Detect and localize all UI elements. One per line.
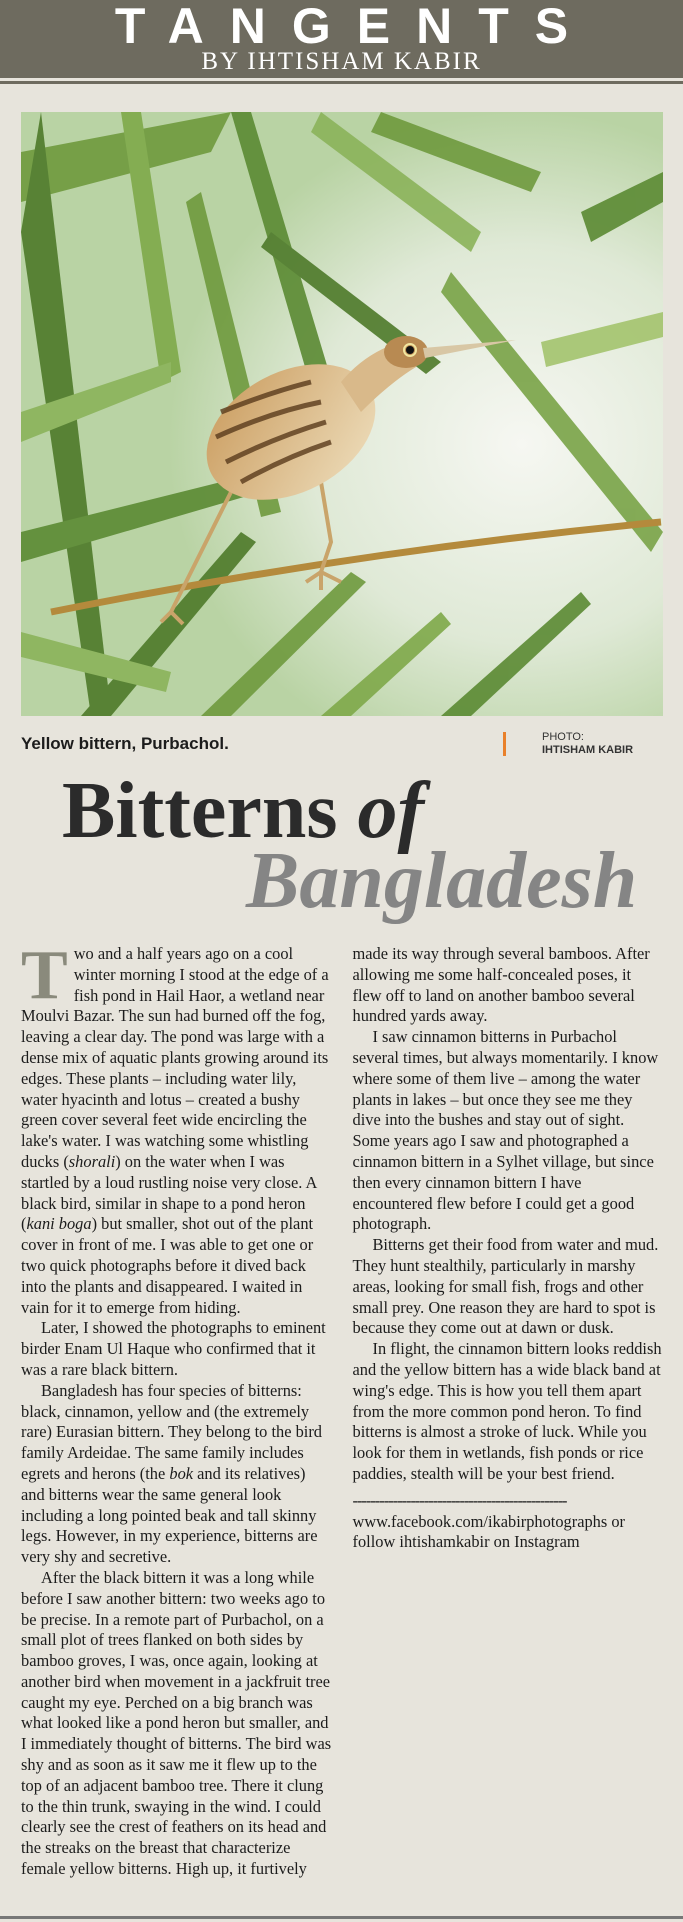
paragraph-text: Bangladesh has four species of bitterns: black, cinnamon, yellow and (the extremely rare) Eurasian bittern. They belong to the bird family Ardeidae. The same family includes egrets and herons (the xyxy=(21,1380,323,1483)
article-body xyxy=(21,937,663,1894)
masthead-title: TANGENTS xyxy=(114,0,595,54)
article-paragraph: Later, I showed the photographs to eminent birder Enam Ul Haque who confirmed that it was a rare black bittern. xyxy=(21,1318,326,1379)
photo-credit xyxy=(542,731,633,757)
drop-cap: T xyxy=(21,937,68,1014)
italic-term: kani boga xyxy=(26,1214,92,1234)
masthead-byline: BY IHTISHAM KABIR xyxy=(201,48,482,75)
headline-word-bitterns: Bitterns xyxy=(62,767,338,855)
italic-term: shorali xyxy=(68,1151,116,1171)
italic-term: bok xyxy=(169,1463,194,1483)
paragraph-text: ) on the water when I was startled by a loud rustling noise very close. A black bird, similar in shape to a pond heron ( xyxy=(21,1151,317,1234)
paragraph-text: ) but smaller, shot out of the plant cover in front of me. I was able to get one or two quick photographs before it dived back into the plants and disappeared. I waited in vain for it to emerge from hiding. xyxy=(21,1214,314,1317)
headline-word-of: of xyxy=(357,767,425,855)
masthead-rule xyxy=(0,81,683,84)
footer-rule xyxy=(0,1916,683,1919)
photo-credit-label: PHOTO: xyxy=(542,731,584,743)
article-paragraph xyxy=(21,1381,332,1568)
bittern-photo-illustration xyxy=(21,112,663,716)
paragraph-text: and its relatives) and bitterns wear the same general look including a long pointed beak and tall skinny legs. However, in my experience, bitterns are very shy and secretive. xyxy=(21,1463,318,1567)
masthead xyxy=(0,0,683,78)
social-link[interactable]: www.facebook.com/ikabirphotographs or follow ihtishamkabir on Instagram xyxy=(352,1511,625,1552)
article-paragraph xyxy=(21,937,332,1318)
photo-caption: Yellow bittern, Purbachol. xyxy=(21,734,229,753)
article-divider: ------------------------------------------------ xyxy=(352,1490,567,1510)
article-paragraph: In flight, the cinnamon bittern looks reddish and the yellow bittern has a wide black band at wing's edge. This is how you tell them apart from the more common pond heron. To find bitterns is almost a stroke of luck. While you look for them in wetlands, fish ponds or rice paddies, stealth will be your best friend. xyxy=(352,1339,662,1483)
article-paragraph: After the black bittern it was a long while before I saw another bittern: two weeks ago to be precise. In a remote part of Purbachol, on a small plot of trees flanked on both sides by bamboo groves, I was, once again, looking at another bird when movement in a jackfruit tree caught my eye. Perched on a big branch was what looked like a pond heron but smaller, and I immediately thought of bitterns. The bird was shy and as soon as it saw me it flew up to the top of an adjacent bamboo tree. There it clung to the thin trunk, swaying in the wind. I could clearly see the crest of feathers on its head and the streaks on the breast that characterize female yellow bitterns. High up, it furtively made its way through several bamboos. After allowing me some half-concealed poses, it flew off to land on another bamboo several hundred yards away. xyxy=(21,944,650,1879)
bittern-photo xyxy=(21,112,663,716)
photo-credit-name: IHTISHAM KABIR xyxy=(542,744,634,756)
headline-line-2: Bangladesh xyxy=(246,837,638,925)
paragraph-text: wo and a half years ago on a cool winter morning I stood at the edge of a fish pond in Hail Haor, a wetland near Moulvi Bazar. The sun had burned off the fog, leaving a clear day. The pond was large with a dense mix of aquatic plants growing around its edges. These plants – including water lily, water hyacinth and lotus – created a bushy green cover several feet wide encircling the lake's water. I was watching some whistling ducks ( xyxy=(21,944,329,1171)
article-paragraph: Bitterns get their food from water and mud. They hunt stealthily, particularly in marshy areas, looking for small fish, frogs and other small prey. One reason they are hard to spot is because they come out at dawn or dusk. xyxy=(352,1235,659,1338)
credit-accent-bar xyxy=(503,732,506,756)
article-paragraph: I saw cinnamon bitterns in Purbachol several times, but always momentarily. I know where some of them live – among the water plants in lakes – but once they see me they dive into the bushes and stay out of sight. Some years ago I saw and photographed a cinnamon bittern in a Sylhet village, but since then every cinnamon bittern I have encountered flew before I could get a good photograph. xyxy=(352,1027,659,1234)
